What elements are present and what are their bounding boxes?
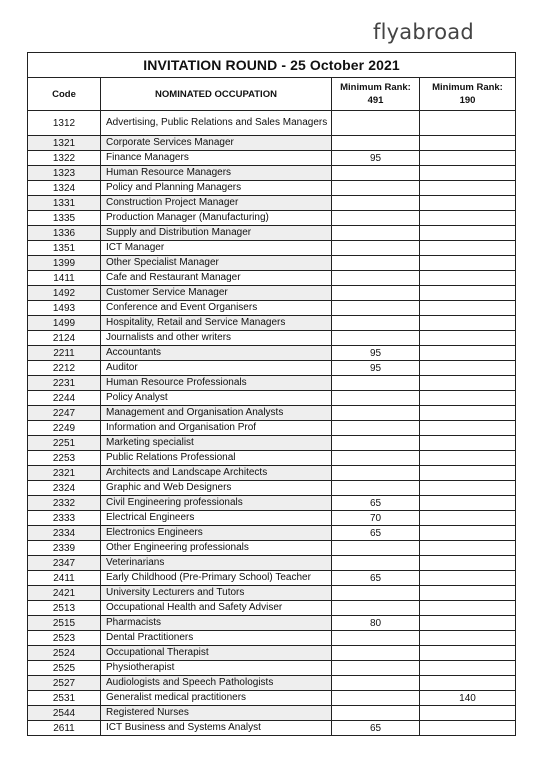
- occupation-code-cell: 1331: [28, 196, 101, 211]
- occupation-name-cell: Finance Managers: [101, 151, 332, 166]
- occupation-code-cell: 1336: [28, 226, 101, 241]
- table-row: [28, 646, 516, 661]
- occupation-code-cell: 2332: [28, 496, 101, 511]
- rank-190-label: Minimum Rank:: [432, 82, 503, 93]
- occupation-code-cell: 1411: [28, 271, 101, 286]
- rank-190-cell: [420, 421, 516, 436]
- rank-190-cell: [420, 466, 516, 481]
- rank-491-cell: [332, 111, 420, 136]
- occupation-code-cell: 2611: [28, 721, 101, 736]
- occupation-name-cell: Occupational Therapist: [101, 646, 332, 661]
- table-row: [28, 721, 516, 736]
- column-header-rank-190: [420, 78, 516, 111]
- occupation-name-cell: ICT Manager: [101, 241, 332, 256]
- occupation-code-cell: 2513: [28, 601, 101, 616]
- occupation-name-cell: Generalist medical practitioners: [101, 691, 332, 706]
- occupation-code-cell: 1324: [28, 181, 101, 196]
- rank-190-cell: [420, 616, 516, 631]
- rank-190-cell: [420, 541, 516, 556]
- occupation-code-cell: 2324: [28, 481, 101, 496]
- rank-190-cell: [420, 556, 516, 571]
- rank-491-cell: [332, 256, 420, 271]
- occupation-code-cell: 2544: [28, 706, 101, 721]
- table-row: [28, 451, 516, 466]
- table-row: [28, 286, 516, 301]
- occupation-code-cell: 1499: [28, 316, 101, 331]
- occupation-table: [27, 52, 516, 736]
- occupation-name-cell: Graphic and Web Designers: [101, 481, 332, 496]
- rank-491-cell: [332, 676, 420, 691]
- occupation-name-cell: Policy Analyst: [101, 391, 332, 406]
- table-row: [28, 421, 516, 436]
- rank-491-cell: [332, 586, 420, 601]
- rank-190-cell: [420, 361, 516, 376]
- table-row: [28, 271, 516, 286]
- occupation-code-cell: 1399: [28, 256, 101, 271]
- rank-190-cell: [420, 136, 516, 151]
- document-title: INVITATION ROUND - 25 October 2021: [28, 53, 516, 78]
- occupation-name-cell: Pharmacists: [101, 616, 332, 631]
- occupation-name-cell: Journalists and other writers: [101, 331, 332, 346]
- occupation-name-cell: Hospitality, Retail and Service Managers: [101, 316, 332, 331]
- rank-190-cell: [420, 331, 516, 346]
- rank-190-cell: [420, 181, 516, 196]
- occupation-code-cell: 2525: [28, 661, 101, 676]
- occupation-code-cell: 2515: [28, 616, 101, 631]
- rank-491-cell: [332, 631, 420, 646]
- table-row: [28, 181, 516, 196]
- table-row: [28, 676, 516, 691]
- occupation-code-cell: 2253: [28, 451, 101, 466]
- rank-491-cell: [332, 691, 420, 706]
- rank-491-cell: 70: [332, 511, 420, 526]
- occupation-name-cell: Other Engineering professionals: [101, 541, 332, 556]
- table-row: [28, 691, 516, 706]
- occupation-name-cell: Other Specialist Manager: [101, 256, 332, 271]
- occupation-code-cell: 1312: [28, 111, 101, 136]
- table-row: [28, 211, 516, 226]
- table-row: [28, 111, 516, 136]
- rank-491-cell: [332, 541, 420, 556]
- occupation-name-cell: Registered Nurses: [101, 706, 332, 721]
- occupation-name-cell: Construction Project Manager: [101, 196, 332, 211]
- rank-491-cell: [332, 436, 420, 451]
- rank-190-value: 190: [459, 95, 476, 106]
- occupation-code-cell: 2524: [28, 646, 101, 661]
- occupation-name-cell: Occupational Health and Safety Adviser: [101, 601, 332, 616]
- occupation-code-cell: 2339: [28, 541, 101, 556]
- rank-190-cell: [420, 166, 516, 181]
- rank-491-cell: [332, 271, 420, 286]
- occupation-code-cell: 2321: [28, 466, 101, 481]
- table-row: [28, 331, 516, 346]
- occupation-code-cell: 2212: [28, 361, 101, 376]
- occupation-name-cell: Early Childhood (Pre-Primary School) Teacher: [101, 571, 332, 586]
- rank-491-cell: [332, 451, 420, 466]
- occupation-name-cell: Electronics Engineers: [101, 526, 332, 541]
- rank-491-cell: [332, 181, 420, 196]
- occupation-code-cell: 2531: [28, 691, 101, 706]
- occupation-code-cell: 2421: [28, 586, 101, 601]
- occupation-name-cell: Public Relations Professional: [101, 451, 332, 466]
- rank-190-cell: [420, 346, 516, 361]
- rank-491-value: 491: [367, 95, 384, 106]
- rank-491-cell: [332, 196, 420, 211]
- occupation-name-cell: Electrical Engineers: [101, 511, 332, 526]
- occupation-name-cell: Architects and Landscape Architects: [101, 466, 332, 481]
- occupation-code-cell: 1323: [28, 166, 101, 181]
- rank-190-cell: [420, 211, 516, 226]
- occupation-code-cell: 2211: [28, 346, 101, 361]
- table-row: [28, 481, 516, 496]
- rank-190-cell: [420, 256, 516, 271]
- rank-491-cell: 65: [332, 496, 420, 511]
- rank-491-cell: [332, 421, 420, 436]
- rank-190-cell: [420, 241, 516, 256]
- occupation-code-cell: 2523: [28, 631, 101, 646]
- table-row: [28, 376, 516, 391]
- table-row: [28, 346, 516, 361]
- occupation-code-cell: 2231: [28, 376, 101, 391]
- table-row: [28, 661, 516, 676]
- occupation-name-cell: Marketing specialist: [101, 436, 332, 451]
- occupation-name-cell: Accountants: [101, 346, 332, 361]
- table-row: [28, 556, 516, 571]
- rank-190-cell: [420, 301, 516, 316]
- brand-watermark: flyabroad: [373, 20, 474, 44]
- table-body: [28, 111, 516, 736]
- table-row: [28, 361, 516, 376]
- rank-491-cell: [332, 481, 420, 496]
- rank-491-cell: 65: [332, 526, 420, 541]
- rank-491-cell: [332, 166, 420, 181]
- occupation-name-cell: Production Manager (Manufacturing): [101, 211, 332, 226]
- rank-190-cell: [420, 316, 516, 331]
- occupation-name-cell: Veterinarians: [101, 556, 332, 571]
- rank-491-cell: [332, 406, 420, 421]
- occupation-code-cell: 1321: [28, 136, 101, 151]
- occupation-code-cell: 2244: [28, 391, 101, 406]
- rank-491-cell: [332, 556, 420, 571]
- occupation-code-cell: 2124: [28, 331, 101, 346]
- rank-190-cell: [420, 661, 516, 676]
- rank-190-cell: [420, 436, 516, 451]
- occupation-code-cell: 1351: [28, 241, 101, 256]
- rank-491-cell: [332, 706, 420, 721]
- occupation-name-cell: Corporate Services Manager: [101, 136, 332, 151]
- rank-190-cell: [420, 451, 516, 466]
- invitation-round-document: [27, 52, 515, 736]
- rank-491-cell: [332, 391, 420, 406]
- table-row: [28, 241, 516, 256]
- rank-190-cell: [420, 601, 516, 616]
- table-row: [28, 256, 516, 271]
- rank-491-cell: [332, 661, 420, 676]
- rank-190-cell: [420, 511, 516, 526]
- occupation-code-cell: 1335: [28, 211, 101, 226]
- occupation-name-cell: Civil Engineering professionals: [101, 496, 332, 511]
- rank-190-cell: [420, 706, 516, 721]
- occupation-name-cell: Information and Organisation Prof: [101, 421, 332, 436]
- table-row: [28, 601, 516, 616]
- occupation-name-cell: Auditor: [101, 361, 332, 376]
- rank-491-cell: 65: [332, 571, 420, 586]
- rank-190-cell: [420, 151, 516, 166]
- table-row: [28, 436, 516, 451]
- occupation-code-cell: 1492: [28, 286, 101, 301]
- occupation-name-cell: Customer Service Manager: [101, 286, 332, 301]
- rank-491-cell: [332, 301, 420, 316]
- rank-491-cell: [332, 286, 420, 301]
- table-row: [28, 586, 516, 601]
- rank-190-cell: [420, 481, 516, 496]
- rank-491-cell: [332, 376, 420, 391]
- occupation-code-cell: 1493: [28, 301, 101, 316]
- table-row: [28, 526, 516, 541]
- occupation-code-cell: 2249: [28, 421, 101, 436]
- rank-491-cell: 95: [332, 346, 420, 361]
- occupation-name-cell: Advertising, Public Relations and Sales Managers: [101, 111, 332, 136]
- table-row: [28, 541, 516, 556]
- rank-491-cell: 80: [332, 616, 420, 631]
- table-row: [28, 151, 516, 166]
- table-row: [28, 511, 516, 526]
- table-row: [28, 466, 516, 481]
- occupation-code-cell: 1322: [28, 151, 101, 166]
- occupation-code-cell: 2527: [28, 676, 101, 691]
- rank-491-cell: [332, 331, 420, 346]
- occupation-name-cell: Management and Organisation Analysts: [101, 406, 332, 421]
- rank-190-cell: [420, 111, 516, 136]
- rank-491-cell: [332, 211, 420, 226]
- rank-190-cell: [420, 646, 516, 661]
- rank-190-cell: [420, 286, 516, 301]
- column-header-occupation: NOMINATED OCCUPATION: [101, 78, 332, 111]
- occupation-name-cell: ICT Business and Systems Analyst: [101, 721, 332, 736]
- occupation-code-cell: 2251: [28, 436, 101, 451]
- occupation-name-cell: Cafe and Restaurant Manager: [101, 271, 332, 286]
- rank-190-cell: [420, 526, 516, 541]
- occupation-code-cell: 2247: [28, 406, 101, 421]
- occupation-name-cell: Conference and Event Organisers: [101, 301, 332, 316]
- occupation-code-cell: 2334: [28, 526, 101, 541]
- rank-491-cell: [332, 226, 420, 241]
- table-row: [28, 616, 516, 631]
- table-row: [28, 196, 516, 211]
- rank-190-cell: [420, 496, 516, 511]
- occupation-name-cell: Supply and Distribution Manager: [101, 226, 332, 241]
- rank-190-cell: [420, 226, 516, 241]
- rank-190-cell: [420, 571, 516, 586]
- occupation-code-cell: 2347: [28, 556, 101, 571]
- occupation-name-cell: Policy and Planning Managers: [101, 181, 332, 196]
- occupation-code-cell: 2411: [28, 571, 101, 586]
- table-row: [28, 406, 516, 421]
- table-row: [28, 166, 516, 181]
- rank-190-cell: [420, 721, 516, 736]
- occupation-name-cell: Audiologists and Speech Pathologists: [101, 676, 332, 691]
- rank-491-cell: [332, 136, 420, 151]
- rank-491-cell: 95: [332, 151, 420, 166]
- rank-190-cell: [420, 271, 516, 286]
- rank-491-cell: [332, 241, 420, 256]
- rank-190-cell: [420, 376, 516, 391]
- rank-491-cell: 95: [332, 361, 420, 376]
- table-row: [28, 571, 516, 586]
- rank-491-cell: [332, 646, 420, 661]
- rank-190-cell: [420, 676, 516, 691]
- occupation-name-cell: Human Resource Professionals: [101, 376, 332, 391]
- rank-491-cell: [332, 316, 420, 331]
- table-row: [28, 391, 516, 406]
- rank-491-cell: [332, 466, 420, 481]
- column-header-rank-491: [332, 78, 420, 111]
- table-row: [28, 631, 516, 646]
- occupation-name-cell: Dental Practitioners: [101, 631, 332, 646]
- occupation-name-cell: Human Resource Managers: [101, 166, 332, 181]
- table-row: [28, 706, 516, 721]
- rank-190-cell: [420, 406, 516, 421]
- occupation-code-cell: 2333: [28, 511, 101, 526]
- table-row: [28, 136, 516, 151]
- rank-190-cell: 140: [420, 691, 516, 706]
- rank-190-cell: [420, 196, 516, 211]
- table-row: [28, 316, 516, 331]
- rank-491-cell: 65: [332, 721, 420, 736]
- table-row: [28, 301, 516, 316]
- column-header-code: Code: [28, 78, 101, 111]
- rank-491-label: Minimum Rank:: [340, 82, 411, 93]
- table-row: [28, 496, 516, 511]
- table-row: [28, 226, 516, 241]
- rank-190-cell: [420, 631, 516, 646]
- rank-190-cell: [420, 586, 516, 601]
- occupation-name-cell: Physiotherapist: [101, 661, 332, 676]
- rank-491-cell: [332, 601, 420, 616]
- rank-190-cell: [420, 391, 516, 406]
- occupation-name-cell: University Lecturers and Tutors: [101, 586, 332, 601]
